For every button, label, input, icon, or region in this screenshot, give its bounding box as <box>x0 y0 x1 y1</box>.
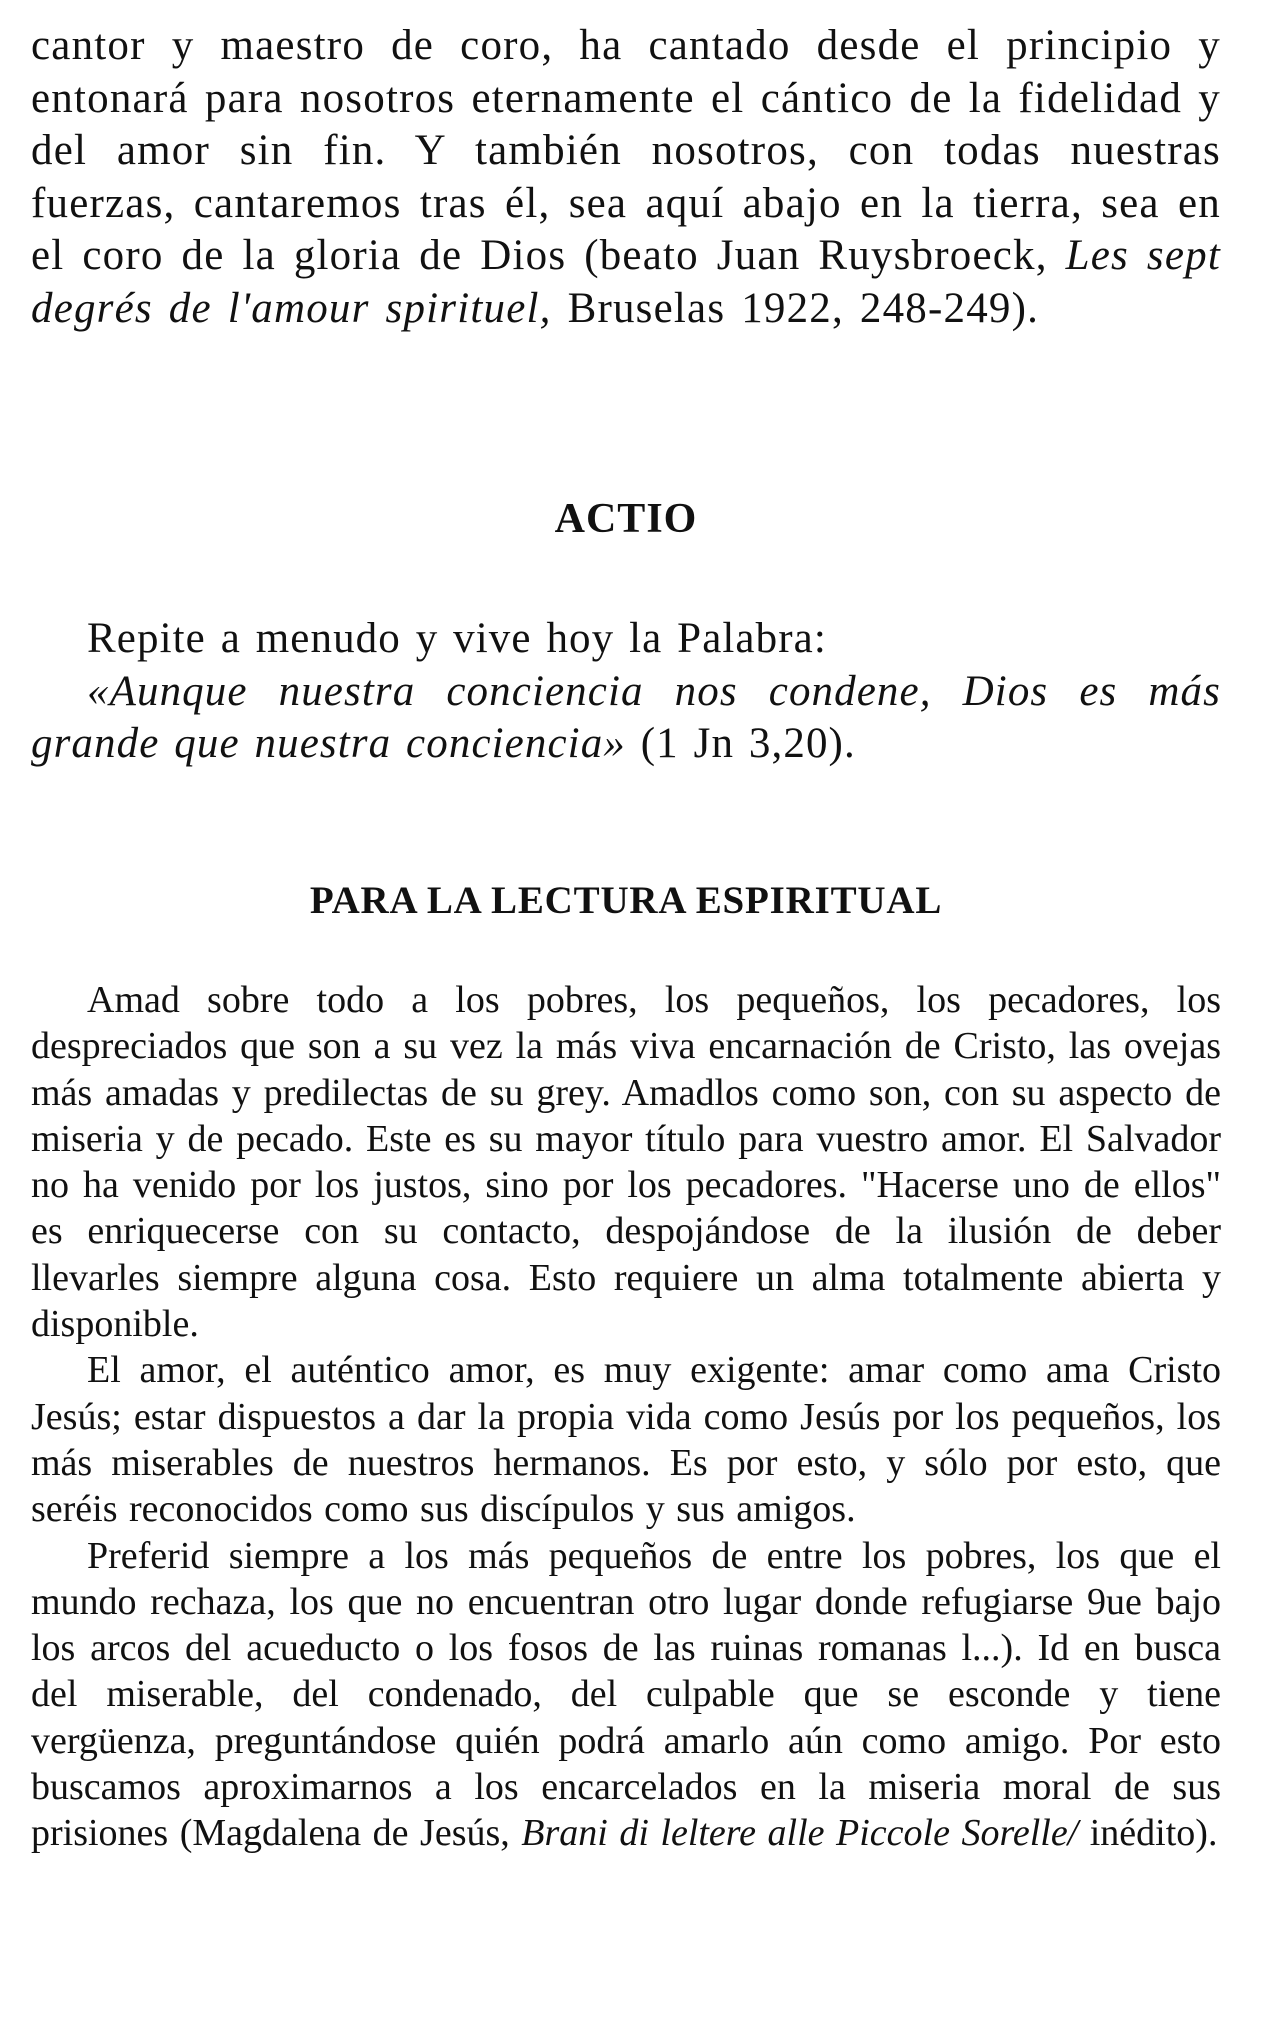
actio-section <box>31 613 1221 771</box>
intro-citation: Bruselas 1922, 248-249). <box>567 284 1040 332</box>
actio-instruction: Repite a menudo y vive hoy la Palabra: <box>87 615 827 662</box>
lectura-p3-text: Preferid siempre a los más pequeños de entre los pobres, los que el mundo rechaza, los que no encuentran otro lugar donde refugiarse 9ue bajo los arcos del acueducto o los fosos de las ruinas romanas l...). Id en busca del miserable, del condenado, del culpable que se esconde y tiene vergüenza, preguntándose quién podrá amarlo aún como amigo. Por esto buscamos aproximarnos a los encarcelados en la miseria moral de sus prisiones (Magdalena de Jesús, <box>31 1534 1221 1855</box>
lectura-heading: PARA LA LECTURA ESPIRITUAL <box>309 879 943 922</box>
page <box>31 20 1222 1855</box>
lectura-section <box>31 977 1221 1857</box>
actio-reference: (1 Jn 3,20). <box>640 720 856 767</box>
lectura-paragraph-3 <box>31 1533 1221 1857</box>
lectura-paragraph-1: Amad sobre todo a los pobres, los pequeños, los pecadores, los despreciados que son a su vez la más viva encarnación de Cristo, las ovejas más amadas y predilectas de su grey. Amadlos como son, con su aspecto de miseria y de pecado. Este es su mayor título para vuestro amor. El Salvador no ha venido por los justos, sino por los pecadores. "Hacerse uno de ellos" es enriquecerse con su contacto, despojándose de la ilusión de deber llevarles siempre alguna cosa. Esto requiere un alma totalmente abierta y disponible. <box>31 979 1221 1346</box>
lectura-paragraph-2: El amor, el auténtico amor, es muy exigente: amar como ama Cristo Jesús; estar dispuestos a dar la propia vida como Jesús por los pequeños, los más miserables de nuestros hermanos. Es por esto, y sólo por esto, que seréis reconocidos como sus discípulos y sus amigos. <box>31 1349 1221 1531</box>
actio-quote: «Aunque nuestra conciencia nos condene, Dios es más grande que nuestra conciencia» <box>31 667 1221 767</box>
intro-paragraph <box>31 20 1221 335</box>
actio-heading: ACTIO <box>554 496 698 542</box>
intro-book-title: Les sept degrés de l'amour spirituel, <box>31 232 1222 332</box>
lectura-p3-end: inédito). <box>1089 1812 1218 1855</box>
actio-quote-line <box>31 666 1221 771</box>
intro-text: cantor y maestro de coro, ha cantado desde el principio y entonará para nosotros eternamente el cántico de la fidelidad y del amor sin fin. Y también nosotros, con todas nuestras fuerzas, cantaremos tras él, sea aquí abajo en la tierra, sea en el coro de la gloria de Dios (beato Juan Ruysbroeck, <box>31 22 1221 279</box>
lectura-p3-title: Brani di leltere alle Piccole Sorelle/ <box>521 1812 1079 1855</box>
